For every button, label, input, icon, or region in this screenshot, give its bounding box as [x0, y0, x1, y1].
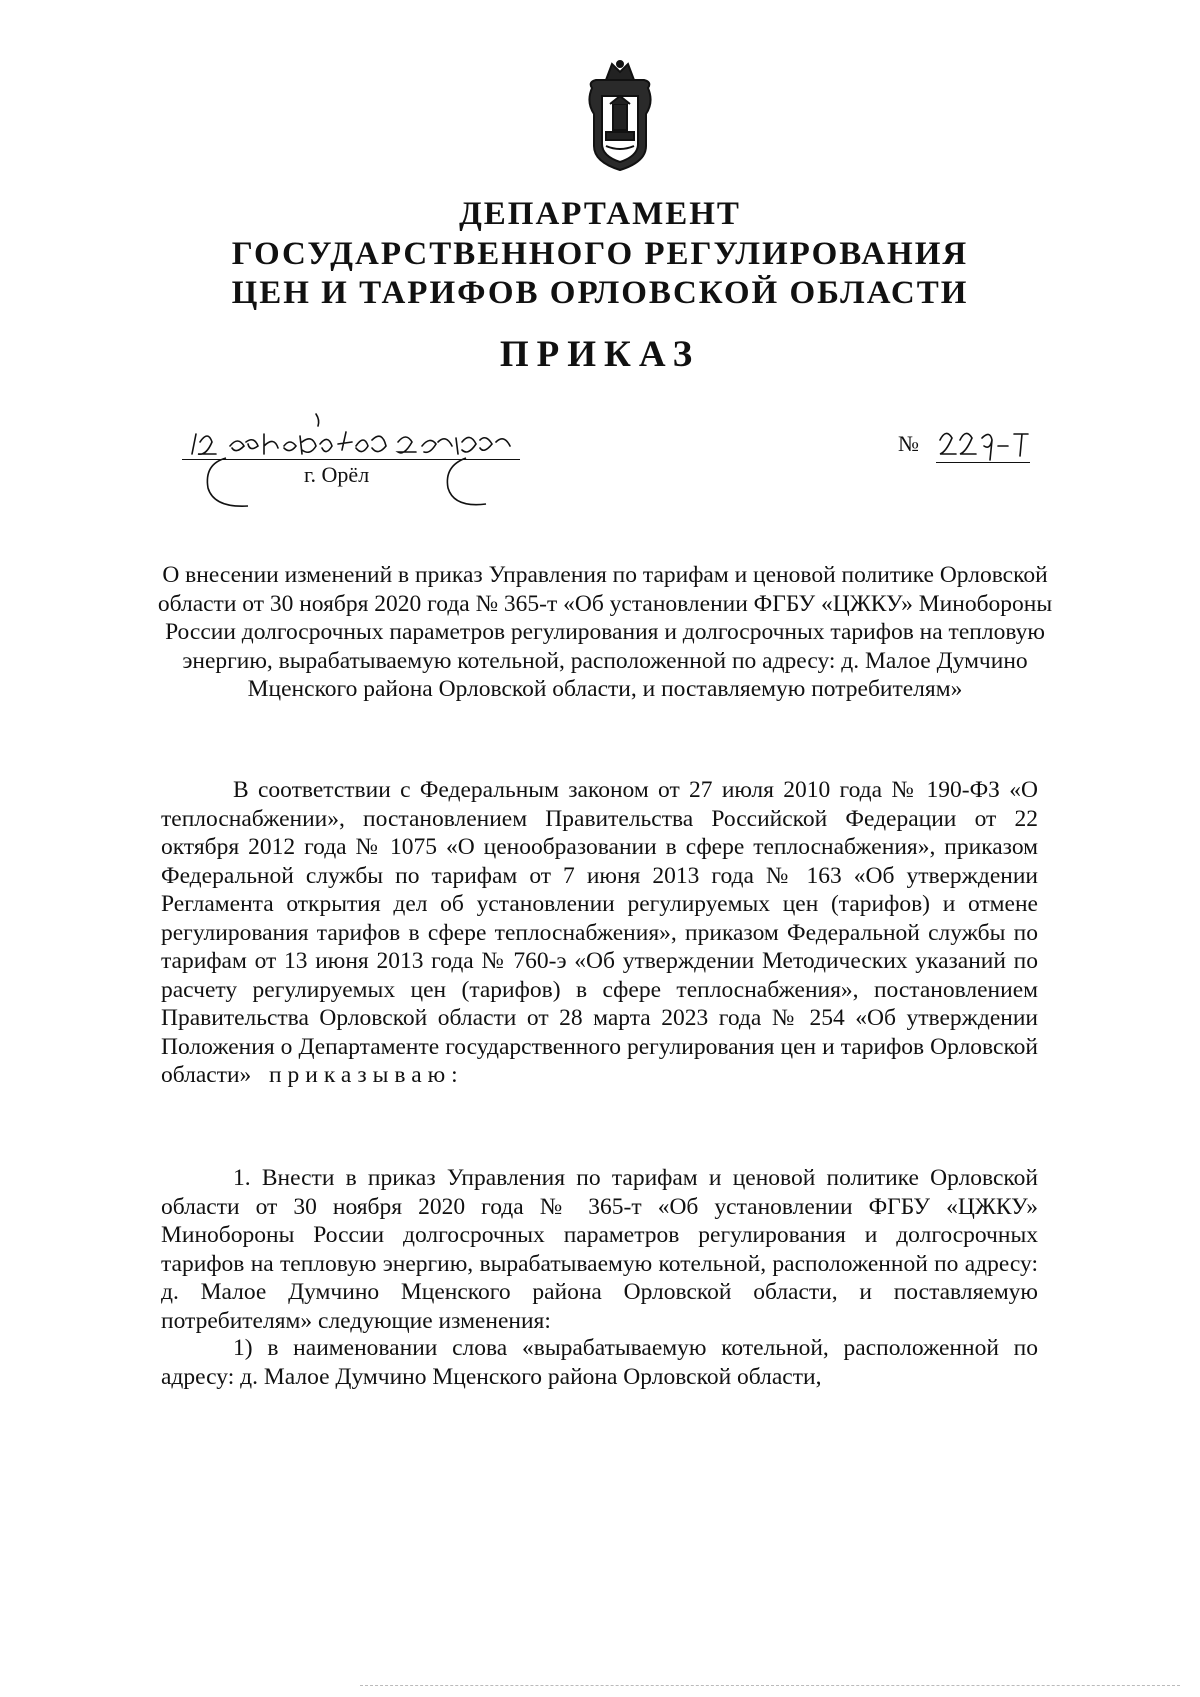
number-underline — [936, 462, 1030, 463]
org-name-line3: ЦЕН И ТАРИФОВ ОРЛОВСКОЙ ОБЛАСТИ — [231, 275, 969, 311]
org-name-line1: ДЕПАРТАМЕНТ — [459, 196, 741, 232]
preamble-paragraph — [161, 776, 1038, 1090]
handwritten-number — [936, 422, 1034, 462]
date-block — [170, 412, 530, 502]
coat-of-arms-icon — [582, 58, 658, 176]
right-bracket-mark — [438, 454, 498, 512]
document-type-title: ПРИКАЗ — [499, 334, 701, 375]
item-1-paragraph — [161, 1164, 1038, 1335]
item-1-1-text: 1) в наименовании слова «вырабатываемую котельной, расположенной по адресу: д. Малое Думчино Мценского района Орловской области, — [161, 1335, 1038, 1390]
document-subject: О внесении изменений в приказ Управления по тарифам и ценовой политике Орловской области от 30 ноября 2020 года № 365-т «Об установлении ФГБУ «ЦЖКУ» Минобороны России долгосрочных параметров регулирования и долгосрочных тарифов на тепловую энергию, вырабатываемую котельной, расположенной по адресу: д. Малое Думчино Мценского района Орловской области, и поставляемую потребителям» — [157, 562, 1053, 702]
number-sign: № — [898, 431, 919, 456]
preamble-text: В соответствии с Федеральным законом от 27 июля 2010 года № 190-ФЗ «О теплоснабжении», постановлением Правительства Российской Федерации от 22 октября 2012 года № 1075 «О ценообразовании в сфере теплоснабжения», приказом Федеральной службы по тарифам от 7 июня 2013 года № 163 «Об утверждении Регламента открытия дел об установлении регулируемых цен (тарифов) и отмене регулирования тарифов в сфере теплоснабжения», приказом Федеральной службы по тарифам от 13 июня 2013 года № 760-э «Об утверждении Методических указаний по расчету регулируемых цен (тарифов) в сфере теплоснабжения», постановлением Правительства Орловской области от 28 марта 2023 года № 254 «Об утверждении Положения о Департаменте государственного регулирования цен и тарифов Орловской области» — [161, 777, 1038, 1088]
scan-edge-artifact — [360, 1685, 1180, 1686]
item-1-1-paragraph — [161, 1334, 1038, 1391]
item-1-text: 1. Внести в приказ Управления по тарифам и ценовой политике Орловской области от 30 ноября 2020 года № 365-т «Об установлении ФГБУ «ЦЖКУ» Минобороны России долгосрочных параметров регулирования и долгосрочных тарифов на тепловую энергию, вырабатываемую котельной, расположенной по адресу: д. Малое Думчино Мценского района Орловской области, и поставляемую потребителям» следующие изменения: — [161, 1165, 1038, 1334]
document-number-block — [898, 420, 1048, 470]
city-name: г. Орёл — [304, 462, 370, 487]
left-bracket-mark — [192, 454, 252, 512]
org-name-line2: ГОСУДАРСТВЕННОГО РЕГУЛИРОВАНИЯ — [231, 236, 969, 272]
orders-word: приказываю: — [268, 1062, 464, 1088]
